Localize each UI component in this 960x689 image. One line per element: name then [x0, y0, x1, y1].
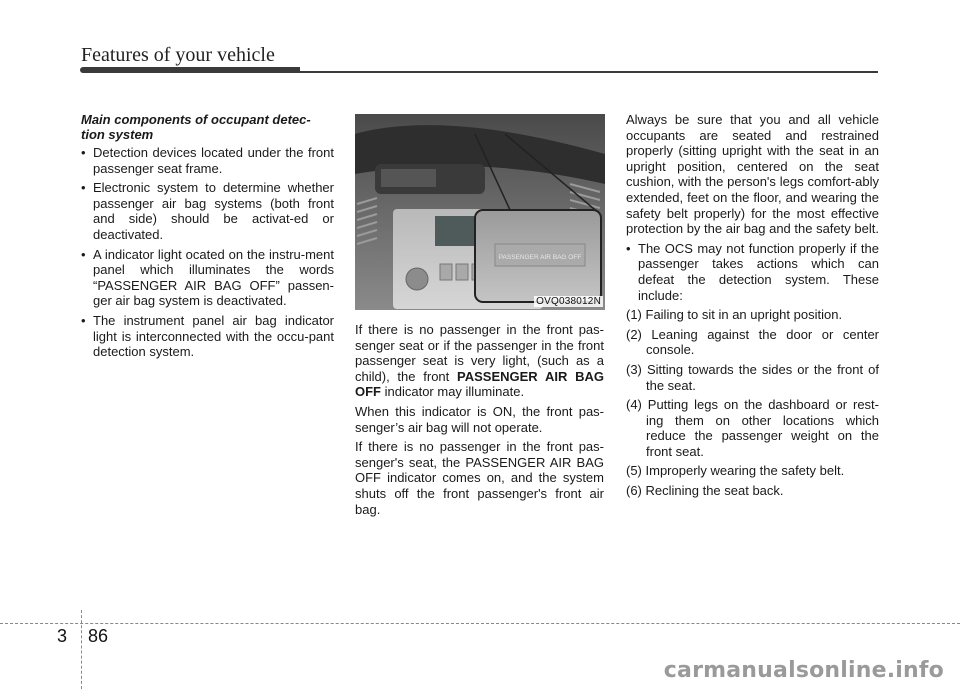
- list-item: • The OCS may not function properly if the passenger takes actions which can defeat the detection system. These include:: [626, 241, 879, 303]
- dashboard-photo: [355, 114, 605, 310]
- left-column: [81, 112, 334, 364]
- watermark: carmanualsonline.info: [663, 658, 944, 683]
- numbered-item: (3) Sitting towards the sides or the front of the seat.: [626, 361, 879, 393]
- section-heading: Main components of occupant detec-tion system: [81, 112, 311, 142]
- numbered-item: (5) Improperly wearing the safety belt.: [626, 463, 845, 479]
- page-header-title: Features of your vehicle: [81, 44, 275, 66]
- paragraph: When this indicator is ON, the front pas-senger’s air bag will not operate.: [355, 403, 604, 435]
- paragraph: Always be sure that you and all vehicle occupants are seated and restrained properly (sitting upright with the seat in an upright position, centered on the seat cushion, with the person's legs comfort-ably extended, feet on the floor, and wearing the safety belt properly) for the most effective protection by the air bag and the safety belt.: [626, 112, 879, 237]
- paragraph: If there is no passenger in the front pas-senger's seat, the PASSENGER AIR BAG OFF indicator comes on, and the system shuts off the front passenger's front air bag.: [355, 439, 604, 517]
- text-run: If there is no passenger in the front pas-senger seat or if the passenger in the front passenger seat is very light, (such as a child), the front: [355, 322, 604, 384]
- header-rule: [290, 71, 878, 73]
- paragraph: [355, 322, 604, 400]
- indicator-label: PASSENGER AIR BAG OFF: [498, 254, 582, 261]
- list-item: • Detection devices located under the front passenger seat frame.: [81, 145, 334, 176]
- numbered-item: (1) Failing to sit in an upright position.: [626, 307, 843, 323]
- numbered-item: (6) Reclining the seat back.: [626, 483, 784, 499]
- dashboard-illustration: [355, 114, 605, 310]
- text-run: indicator may illuminate.: [381, 384, 525, 400]
- header-bar: [80, 67, 300, 73]
- section-number: 3: [57, 626, 68, 646]
- list-item: • The instrument panel air bag indicator light is interconnected with the occu-pant detection system.: [81, 313, 334, 360]
- bold-text: PASSENGER AIR BAG OFF: [355, 368, 604, 400]
- right-column: [626, 112, 879, 503]
- footer-divider: [81, 610, 82, 689]
- numbered-item: (2) Leaning against the door or center console.: [626, 326, 879, 358]
- photo-code: OVQ038012N: [536, 296, 601, 307]
- list-item: • A indicator light ocated on the instru-ment panel which illuminates the words “PASSENGER AIR BAG OFF” passen-ger air bag system is deactivated.: [81, 247, 334, 309]
- footer-rule: [0, 623, 960, 624]
- numbered-item: (4) Putting legs on the dashboard or rest-ing them on other locations which reduce the passenger weight on the front seat.: [626, 397, 879, 459]
- middle-column: [355, 322, 604, 521]
- list-item: • Electronic system to determine whether passenger air bag systems (both front and side) should be activat-ed or deactivated.: [81, 180, 334, 242]
- page-number: 86: [88, 626, 109, 646]
